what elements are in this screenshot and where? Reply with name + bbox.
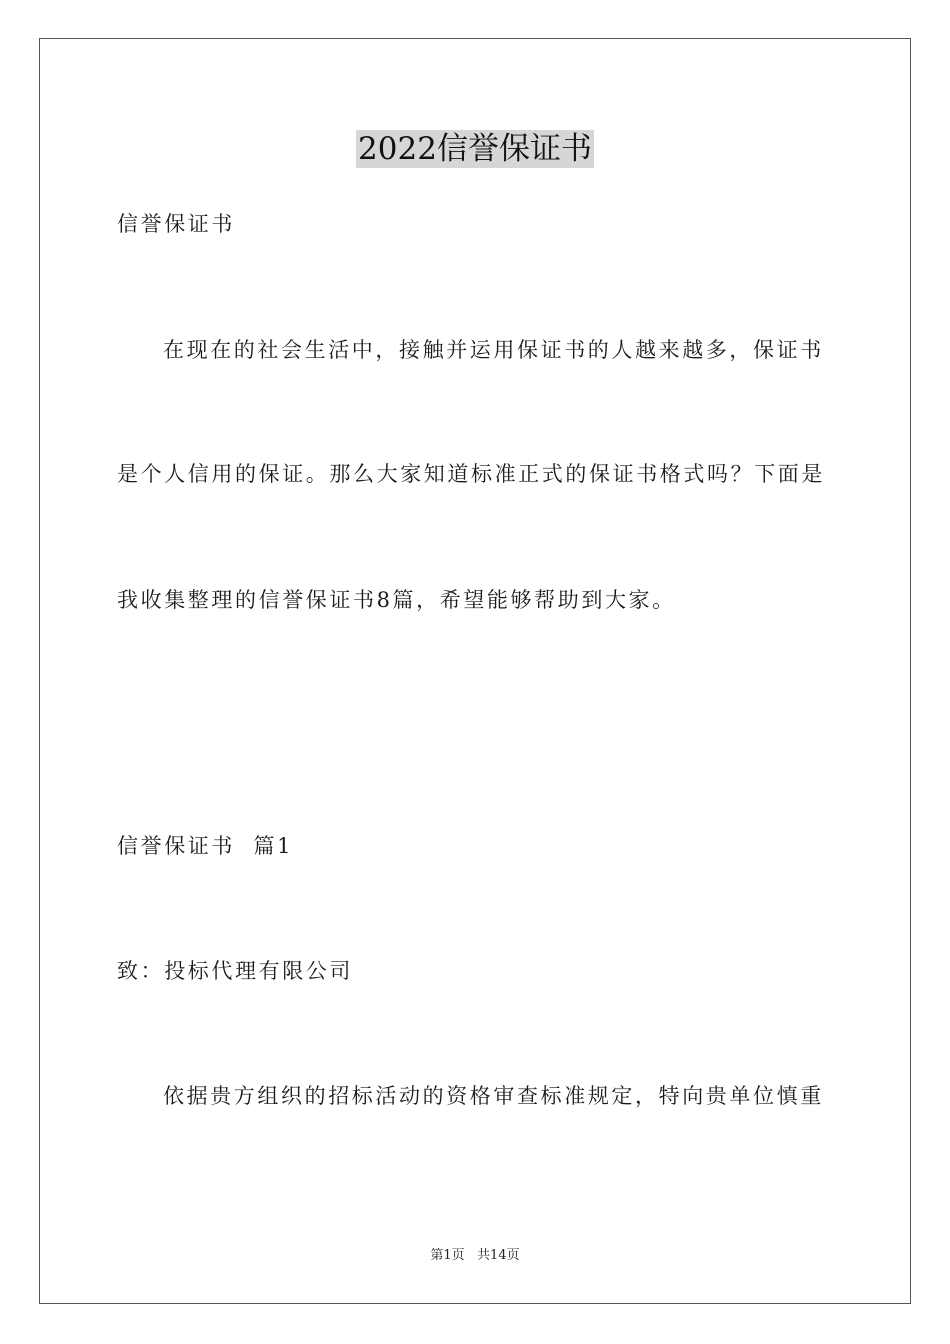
section-heading: 信誉保证书 篇1 [117,834,294,858]
addressee-line: 致：投标代理有限公司 [117,959,353,983]
intro-paragraph-line-2: 是个人信用的保证。那么大家知道标准正式的保证书格式吗？下面是 [117,462,825,486]
title-container [0,130,950,168]
page-number-footer: 第1页 共14页 [430,1248,520,1263]
document-title: 2022信誉保证书 [358,131,592,167]
document-subtitle: 信誉保证书 [117,212,235,236]
intro-paragraph-line-3: 我收集整理的信誉保证书8篇，希望能够帮助到大家。 [117,588,676,612]
intro-paragraph-line-1: 在现在的社会生活中，接触并运用保证书的人越来越多，保证书 [163,338,824,362]
body-paragraph-line-1: 依据贵方组织的招标活动的资格审查标准规定，特向贵单位慎重 [163,1084,824,1108]
